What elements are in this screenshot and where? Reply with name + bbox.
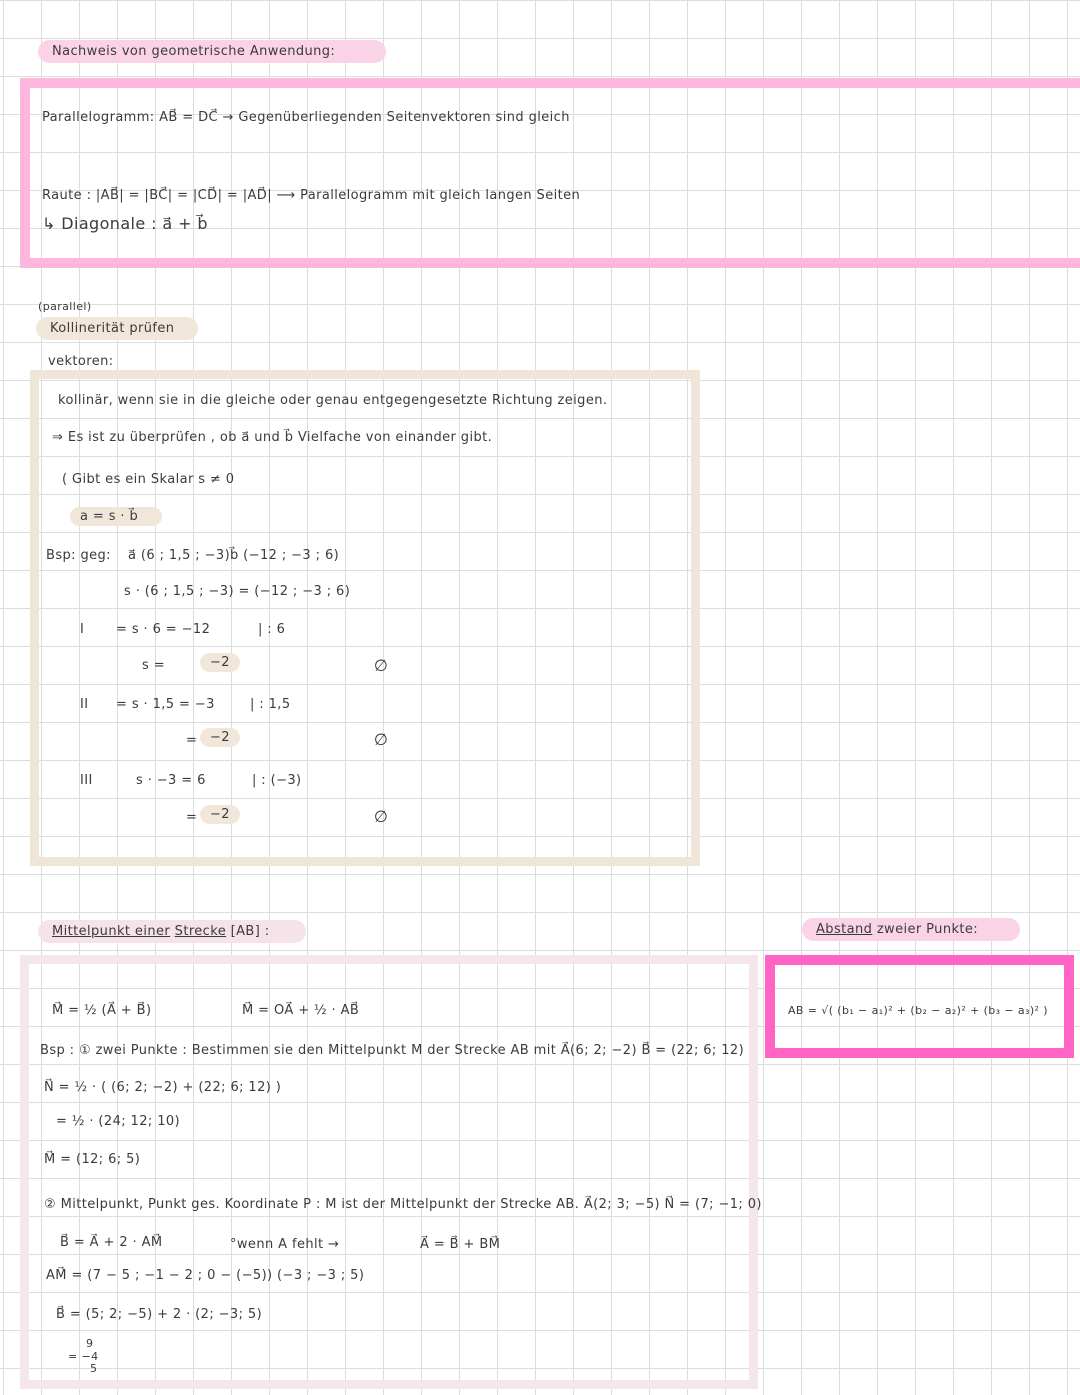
row-roman-1: I	[80, 622, 85, 637]
abstand-title-part1: Abstand	[816, 922, 873, 937]
row-operation-3: | : (−3)	[252, 773, 302, 788]
row-roman-2: II	[80, 697, 89, 712]
mittelpunkt-title-part2: Strecke	[174, 924, 227, 939]
row-operation-2: | : 1,5	[250, 697, 291, 712]
row-result-2: −2	[200, 728, 240, 747]
row-mark-3: ∅	[374, 807, 389, 826]
section-title-kollineritaet: Kollinerität prüfen	[36, 317, 198, 340]
distance-formula: AB = √( (b₁ − a₁)² + (b₂ − a₂)² + (b₃ − a₃)² )	[788, 1004, 1048, 1017]
row-operation-1: | : 6	[258, 622, 286, 637]
row-result-label-3: =	[186, 810, 198, 825]
row-mark-2: ∅	[374, 730, 389, 749]
midpoint-calc-2: = ½ · (24; 12; 10)	[56, 1114, 181, 1129]
midpoint-formula-1: M⃗ = ½ (A⃗ + B⃗)	[52, 1003, 152, 1018]
abstand-title-part2: zweier Punkte:	[876, 922, 979, 937]
midpoint-calc-8: 9	[86, 1337, 94, 1350]
scalar-formula: a = s · b⃗	[70, 507, 162, 526]
row-equation-3: s · −3 = 6	[136, 773, 206, 788]
midpoint-calc-6: AM⃗ = (7 − 5 ; −1 − 2 ; 0 − (−5)) (−3 ; −3 ; 5)	[46, 1268, 365, 1283]
collinearity-equation: s · (6 ; 1,5 ; −3) = (−12 ; −3 ; 6)	[124, 584, 351, 599]
row-result-3: −2	[200, 805, 240, 824]
midpoint-calc-10: 5	[90, 1362, 98, 1375]
row-result-1: −2	[200, 653, 240, 672]
midpoint-calc-1: N⃗ = ½ · ( (6; 2; −2) + (22; 6; 12) )	[44, 1080, 282, 1095]
missing-a-note: °wenn A fehlt →	[230, 1237, 340, 1252]
midpoint-calc-7: B⃗ = (5; 2; −5) + 2 · (2; −3; 5)	[56, 1307, 263, 1322]
raute-line: Raute : |AB⃗| = |BC⃗| = |CD⃗| = |AD⃗| ⟶ Parallelogramm mit gleich langen Seiten	[42, 188, 581, 203]
kollinear-definition: kollinär, wenn sie in die gleiche oder genau entgegengesetzte Richtung zeigen.	[58, 393, 608, 408]
row-mark-1: ∅	[374, 656, 389, 675]
parallelogram-line: Parallelogramm: AB⃗ = DC⃗ → Gegenüberliegenden Seitenvektoren sind gleich	[42, 110, 570, 125]
vector-a: a⃗ (6 ; 1,5 ; −3)	[128, 548, 231, 563]
midpoint-example-2: ② Mittelpunkt, Punkt ges. Koordinate P : M ist der Mittelpunkt der Strecke AB. A⃗(2; 3; −5) N⃗ = (7; −1; 0)	[44, 1197, 762, 1212]
midpoint-calc-3: M⃗ = (12; 6; 5)	[44, 1152, 141, 1167]
midpoint-example-1: Bsp : ① zwei Punkte : Bestimmen sie den Mittelpunkt M der Strecke AB mit A⃗(6; 2; −2) B⃗ = (22; 6; 12)	[40, 1043, 745, 1058]
midpoint-formula-2: M⃗ = OA⃗ + ½ · AB⃗	[242, 1003, 360, 1018]
example-label: Bsp: geg:	[46, 548, 111, 563]
row-roman-3: III	[80, 773, 93, 788]
nachweis-frame	[20, 78, 1080, 268]
section-title-nachweis: Nachweis von geometrische Anwendung:	[38, 40, 386, 63]
row-equation-2: = s · 1,5 = −3	[116, 697, 215, 712]
vektoren-label: vektoren:	[48, 354, 114, 369]
scalar-question: ( Gibt es ein Skalar s ≠ 0	[62, 472, 235, 487]
section-title-mittelpunkt	[38, 920, 306, 943]
midpoint-calc-5: A⃗ = B⃗ + BM⃗	[420, 1237, 501, 1252]
midpoint-calc-4: B⃗ = A⃗ + 2 · AM⃗	[60, 1235, 163, 1250]
row-equation-1: = s · 6 = −12	[116, 622, 211, 637]
parallel-label: (parallel)	[38, 300, 92, 313]
check-instruction: ⇒ Es ist zu überprüfen , ob a⃗ und b⃗ Vielfache von einander gibt.	[52, 430, 493, 445]
row-result-label-1: s =	[142, 658, 165, 673]
diagonal-line: ↳ Diagonale : a⃗ + b⃗	[42, 214, 208, 233]
midpoint-calc-9: = −4	[68, 1350, 99, 1363]
mittelpunkt-frame	[20, 955, 758, 1389]
section-title-abstand	[802, 918, 1020, 941]
row-result-label-2: =	[186, 733, 198, 748]
mittelpunkt-title-part3: [AB] :	[230, 924, 270, 939]
mittelpunkt-title-part1: Mittelpunkt einer	[52, 924, 171, 939]
vector-b: b⃗ (−12 ; −3 ; 6)	[230, 548, 340, 563]
